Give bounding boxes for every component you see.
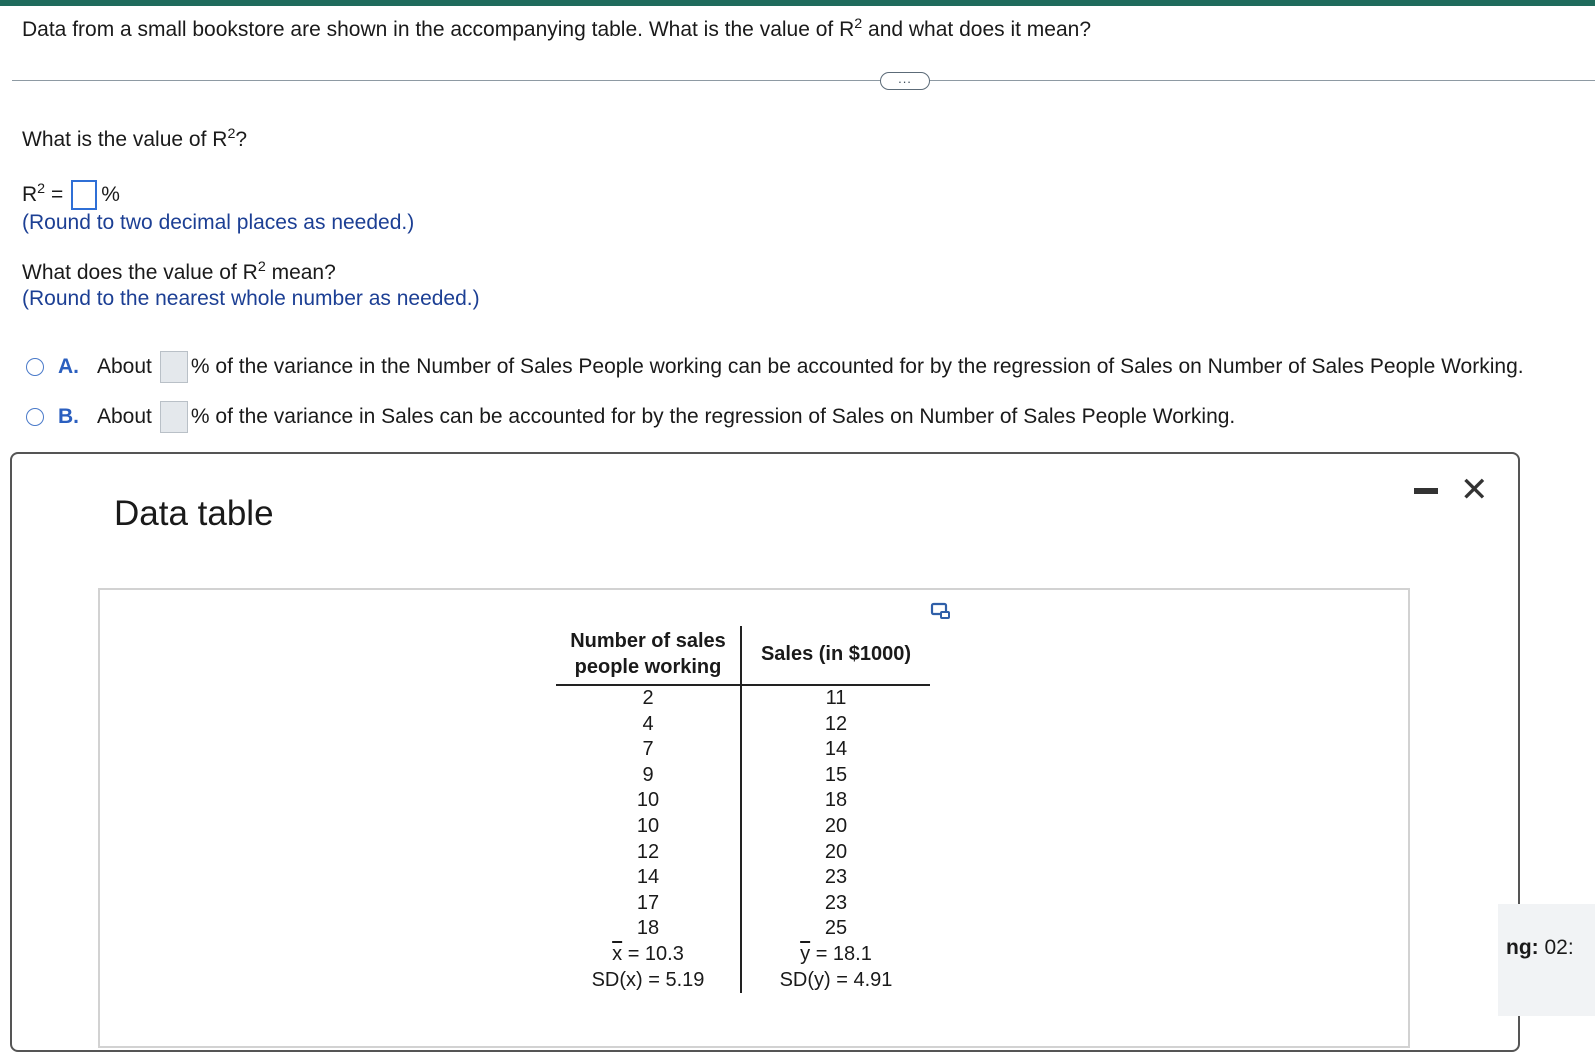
minimize-icon[interactable] <box>1414 488 1438 494</box>
mean-x: $\overline{x} = 10.3$ <box>556 942 741 968</box>
data-table-panel <box>98 588 1410 1048</box>
r2-answer-input[interactable] <box>71 180 97 210</box>
data-table <box>556 626 930 993</box>
option-b-letter: B. <box>58 405 79 428</box>
table-row: 14 23 <box>556 865 930 891</box>
table-row: 17 23 <box>556 891 930 917</box>
copy-data-icon[interactable] <box>930 602 952 622</box>
more-options-button[interactable]: ... <box>880 72 930 90</box>
header-sales: Sales (in $1000) <box>741 626 930 685</box>
option-a-input[interactable] <box>160 351 188 383</box>
option-b-about: About <box>97 405 152 428</box>
data-table-dialog <box>10 452 1520 1052</box>
option-b-text: % of the variance in Sales can be accounted for by the regression of Sales on Number of Sales People Working. <box>190 405 1236 428</box>
option-a-radio[interactable] <box>26 358 44 376</box>
header-sales-people: Number of sales people working <box>556 626 741 685</box>
option-b-input[interactable] <box>160 401 188 433</box>
close-icon[interactable]: ✕ <box>1460 471 1489 509</box>
r2-label: $R^2$ = <box>22 181 64 206</box>
table-row: 4 12 <box>556 712 930 738</box>
table-row: 12 20 <box>556 840 930 866</box>
dialog-title: Data table <box>114 494 274 533</box>
mean-row <box>556 942 930 968</box>
table-row: 7 14 <box>556 737 930 763</box>
round-hint-two-decimals: (Round to two decimal places as needed.) <box>22 211 415 234</box>
option-a-letter: A. <box>58 355 79 378</box>
option-a-about: About <box>97 355 152 378</box>
table-row: 18 25 <box>556 916 930 942</box>
option-a[interactable] <box>26 351 1524 383</box>
round-hint-whole-number: (Round to the nearest whole number as needed.) <box>22 287 480 310</box>
table-row: 10 20 <box>556 814 930 840</box>
mean-y: $\overline{y} = 18.1$ <box>800 942 872 965</box>
sd-row <box>556 968 930 994</box>
table-row: 2 11 <box>556 685 930 712</box>
option-b[interactable] <box>26 401 1235 433</box>
timer-panel <box>1498 904 1595 1016</box>
percent-unit: % <box>101 183 120 206</box>
option-b-radio[interactable] <box>26 408 44 426</box>
r2-value-prompt: What is the value of $R^2$? <box>22 126 248 151</box>
table-row: 9 15 <box>556 763 930 789</box>
table-row: 10 18 <box>556 788 930 814</box>
option-a-text: % of the variance in the Number of Sales People working can be accounted for by the regression of Sales on Number of Sales People Working. <box>190 355 1524 378</box>
top-accent-bar <box>0 0 1595 6</box>
sd-x: SD(x) = 5.19 <box>556 968 741 994</box>
question-text: Data from a small bookstore are shown in the accompanying table. What is the value of $R^2$ and what does it mean? <box>22 16 1092 41</box>
r2-answer-row <box>22 180 120 210</box>
timer-text: ng: 02: <box>1506 936 1574 959</box>
section-divider <box>12 80 1595 81</box>
sd-y: SD(y) = 4.91 <box>779 968 893 991</box>
r2-meaning-prompt: What does the value of $R^2$ mean? <box>22 259 336 284</box>
